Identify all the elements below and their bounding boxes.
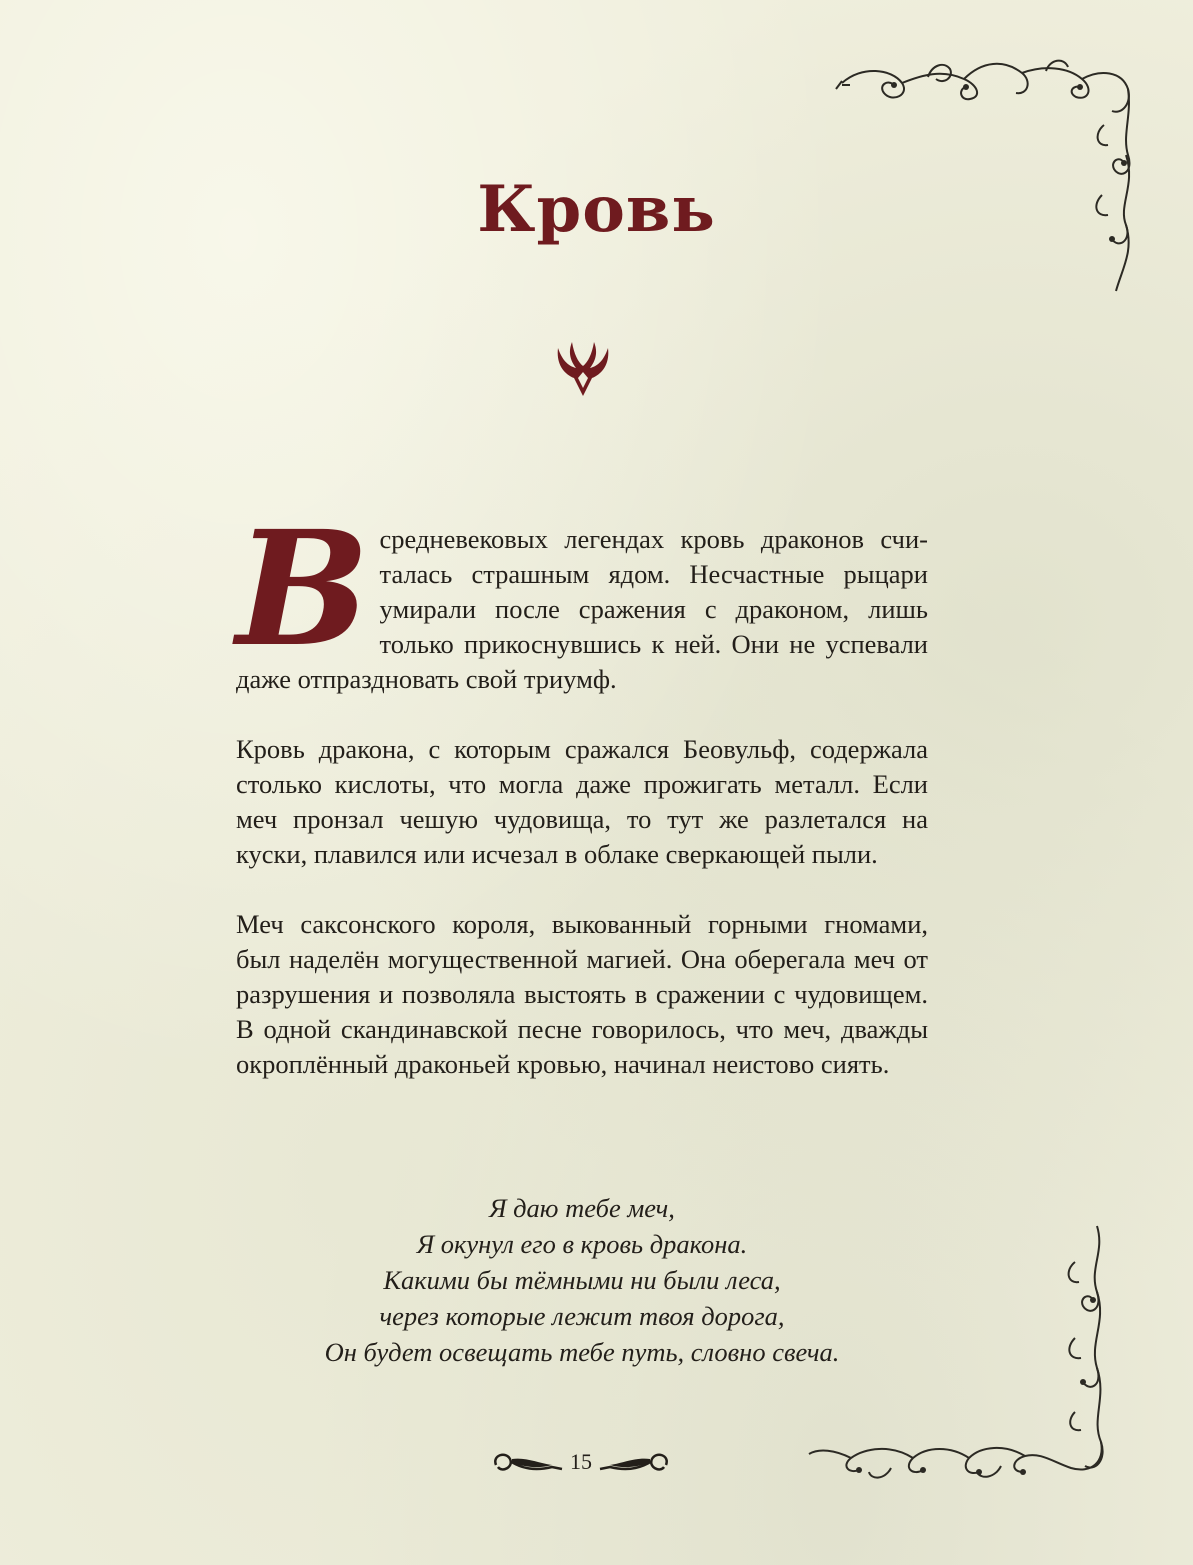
page-title: Кровь [477, 172, 716, 247]
poem-line: Он будет освещать тебе путь, словно свеча. [324, 1337, 840, 1367]
poem-line: Я окунул его в кровь дракона. [416, 1229, 748, 1259]
paragraph-1-text: средневековых легендах кровь драконов считалась страшным ядом. Несчастные рыцари умирали после сражения с драконом, лишь только прикоснувшись к ней. Они не успевали даже отпраздновать свой триумф. [236, 524, 928, 694]
poem-line: через которые лежит твоя дорога, [379, 1301, 785, 1331]
poem-line: Я даю тебе меч, [489, 1193, 675, 1223]
corner-ornament-bottom [805, 1222, 1140, 1484]
page-footer [482, 1445, 680, 1485]
paragraph-1 [236, 497, 928, 697]
article-body [236, 497, 928, 1117]
page-number: 15 [570, 1449, 592, 1474]
paragraph-3: Меч саксонского короля, выкованный горными гномами, был наделён могущественной магией. Она оберегала меч от разрушения и позволяла выстоять в сражении с чудовищем. В одной скандинавской песне говорилось, что меч, дважды окроплённый драконьей кровью, начинал неистово сиять. [236, 909, 928, 1079]
paragraph-2: Кровь дракона, с которым сражался Беовульф, содержала столько кислоты, что могла даже прожигать металл. Если меч пронзал чешую чудовища, то тут же разлетался на куски, плавился или исчезал в облаке сверкающей пыли. [236, 734, 928, 869]
poem-line: Какими бы тёмными ни были леса, [383, 1265, 781, 1295]
drop-cap: В [236, 497, 370, 682]
dragon-emblem-icon [552, 338, 614, 400]
